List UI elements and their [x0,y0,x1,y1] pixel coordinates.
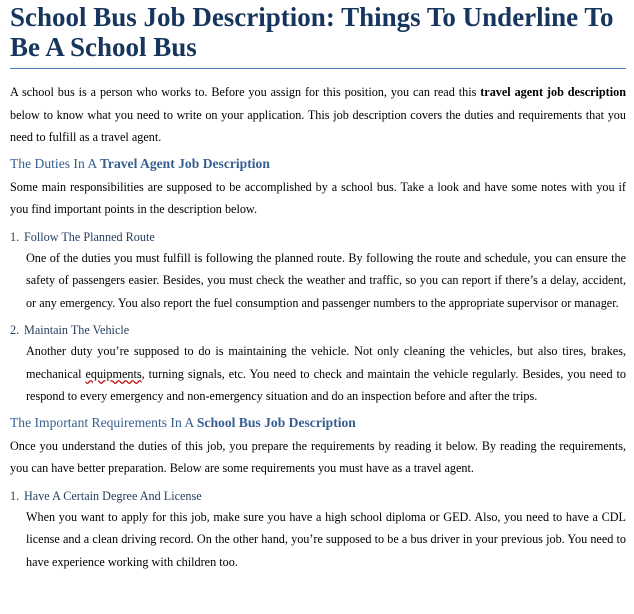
list-item [10,486,626,574]
item-title-text: Have A Certain Degree And License [24,488,202,503]
item-body: When you want to apply for this job, make sure you have a high school diploma or GED. Also, you need to have a CDL license and a clean driving record. On the other hand, you’re supposed to be a bus driver in your previous job. You need to have experience working with children too. [26,509,626,569]
title-bold: School Bus Job Description [10,2,326,32]
item-number: 2. [10,323,20,337]
item-title-text: Follow The Planned Route [24,229,155,244]
intro-text-1: A school bus is a person who works to. Before you assign for this position, you can read this [10,85,481,99]
duties-paragraph: Some main responsibilities are supposed to be accomplished by a school bus. Take a look and have some notes with you if you find important points in the description below. [10,179,626,216]
heading-prefix: The Important Requirements In A [10,414,197,430]
title-rest: : Things To Underline To Be A School Bus [10,2,614,62]
item-body-text-1: Another duty you’re supposed to do is maintaining the vehicle. Not only cleaning the vehicles, but also tires, brakes, mechanical [26,344,626,381]
section-heading-duties [10,154,626,174]
list-item [10,320,626,408]
misspelled-word: equipments [85,366,142,381]
heading-prefix: The Duties In A [10,155,100,171]
item-title [10,320,626,340]
section-heading-requirements [10,413,626,433]
intro-paragraph [10,81,626,149]
title-rule [10,68,626,69]
item-body-text-2: , turning signals, etc. You need to check and maintain the vehicle regularly. Besides, you need to respond to every emergency and non-emergency situation and do an inspection before and after the trips. [26,366,626,403]
item-body: One of the duties you must fulfill is following the planned route. By following the route and schedule, you can ensure the safety of passengers easier. Besides, you must check the weather and traffic, so you can report if there’s a delay, accident, or any emergency. You also report the fuel consumption and passenger numbers to the appropriate supervisor or manager. [26,250,626,310]
item-number: 1. [10,488,20,503]
heading-bold: School Bus Job Description [196,414,356,430]
item-body [10,340,626,408]
heading-bold: Travel Agent Job Description [99,155,270,171]
item-title [10,486,626,506]
item-title-text: Maintain The Vehicle [24,323,130,337]
item-number: 1. [10,229,20,244]
requirements-paragraph: Once you understand the duties of this job, you prepare the requirements by reading it below. By reading the requirements, you can have better preparation. Below are some requirements you must have as a travel agent. [10,438,626,475]
intro-bold-text: travel agent job description [480,85,626,99]
item-title [10,227,626,247]
list-item [10,227,626,315]
page-title [10,2,626,62]
intro-text-2: below to know what you need to write on your application. This job description covers the duties and requirements that you need to fulfill as a travel agent. [10,107,626,144]
